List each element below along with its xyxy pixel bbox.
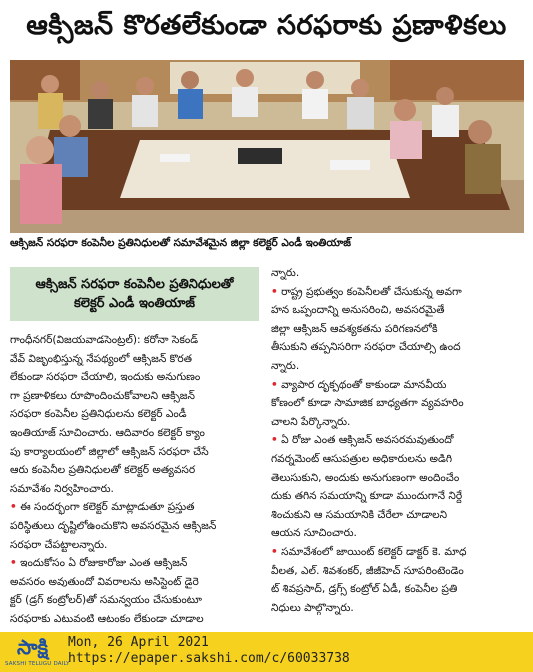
article-line: తీసుకుని తప్పనిసరిగా సరఫరా చేయాల్సి ఉంద xyxy=(271,341,461,354)
logo-wordmark: సాక్షి xyxy=(16,635,49,659)
article-line: • ఏ రోజు ఎంత ఆక్సిజన్ అవసరమవుతుందో xyxy=(271,434,454,447)
bullet-marker: • xyxy=(271,285,278,298)
meeting-photo xyxy=(10,60,524,233)
subhead-line-1: ఆక్సిజన్ సరఫరా కంపెనీల ప్రతినిధులతో xyxy=(35,277,234,292)
bullet-marker: • xyxy=(10,501,17,514)
logo-tagline: SAKSHI TELUGU DAILY xyxy=(5,661,70,667)
article-line: లేకుండా సరఫరా చేయాలి, ఇందుకు అనుగుణం xyxy=(10,371,201,384)
article-line: • సమావేశంలో జాయింట్ కలెక్టర్ డాక్టర్ కె. మాధ xyxy=(271,545,467,558)
article-line: క్టర్ (డ్రగ్ కంట్రోలర్)తో సమన్వయం చేసుకుంటూ xyxy=(10,594,203,607)
article-line: నిధులు పాల్గొన్నారు. xyxy=(271,601,354,614)
bullet-marker: • xyxy=(271,378,278,391)
article-line: ట్ శివప్రసాద్, డ్రగ్స్ కంట్రోల్ ఏడీ, కంపెనీల ప్రతి xyxy=(271,583,458,596)
article-line: సరఫరా చేపట్టాలన్నారు. xyxy=(10,538,108,551)
article-line: దుకు తగిన సమయాన్ని కూడా ముందుగానే నిర్దే xyxy=(271,490,463,503)
bullet-marker: • xyxy=(271,545,278,558)
headline: ఆక్సిజన్ కొరతలేకుండా సరఫరాకు ప్రణాళికలు xyxy=(26,10,507,41)
article-line: ఆరు కంపెనీల ప్రతినిధులతో కలెక్టర్ అత్యవసర xyxy=(10,464,196,477)
article-line: సరఫరాకు ఎటువంటి ఆటంకం లేకుండా చూడాల xyxy=(10,612,204,625)
article-line: సమావేశం నిర్వహించారు. xyxy=(10,482,114,495)
subhead-box xyxy=(10,267,259,321)
article-line: వీలత, ఎల్. శివశంకర్, జీజీహెచ్ సూపరింటెండెం xyxy=(271,564,464,577)
article-line: పరిస్థితులు దృష్టిలోఉంచుకొని అవసరమైన ఆక్సిజన్ xyxy=(10,519,217,532)
article-line: • ఇందుకోసం ఏ రోజుకారోజు ఎంత ఆక్సిజన్ xyxy=(10,557,188,570)
bullet-marker: • xyxy=(271,434,278,447)
article-line: తెలుసుకుని, అందుకు అనుగుణంగా అందించేం xyxy=(271,471,460,484)
article-line: సరఫరా కంపెనీల ప్రతినిధులను కలెక్టర్ ఎండీ xyxy=(10,408,187,421)
article-line: ఆయన సూచించారు. xyxy=(271,527,357,540)
article-line: • రాష్ట్ర ప్రభుత్వం కంపెనీలతో చేసుకున్న అవగా xyxy=(271,285,462,298)
sakshi-logo xyxy=(5,634,70,670)
article-line: ఇంతియాజ్ సూచించారు. ఆదివారం కలెక్టర్ క్యాం xyxy=(10,426,205,439)
article-line: గా ప్రణాళికలు రూపొందించుకోవాలని ఆక్సిజన్ xyxy=(10,389,195,402)
article-line: వేవ్ విజృంభిస్తున్న నేపథ్యంలో ఆక్సిజన్ కొరత xyxy=(10,352,192,365)
article-line: కోణంలో కూడా సామాజిక బాధ్యతగా వ్యవహరిం xyxy=(271,397,464,410)
article-right-column xyxy=(271,264,523,617)
article-line: న్నారు. xyxy=(271,359,300,372)
article-line: శించుకుని ఆ సమయానికి చేరేలా చూడాలని xyxy=(271,508,448,521)
article-line: • ఈ సందర్భంగా కలెక్టర్ మాట్లాడుతూ ప్రస్తుత xyxy=(10,501,195,514)
article-line: గాంధీనగర్(విజయవాడసెంట్రల్): కరోనా సెకండ్ xyxy=(10,334,199,346)
article-line: పు కార్యాలయంలో జిల్లాలో ఆక్సిజన్ సరఫరా చేసే xyxy=(10,445,209,458)
epaper-link[interactable]: https://epaper.sakshi.com/c/60033738 xyxy=(68,651,350,666)
subhead-line-2: కలెక్టర్ ఎండీ ఇంతియాజ్ xyxy=(73,296,196,311)
article-line: గవర్నమెంట్ ఆసుపత్రుల అధికారులను అడిగి xyxy=(271,452,452,465)
edition-date: Mon, 26 April 2021 xyxy=(68,635,209,650)
article-line: • వ్యాపార దృక్పథంతో కాకుండా మానవీయ xyxy=(271,378,447,391)
article-left-column xyxy=(10,331,262,629)
bullet-marker: • xyxy=(10,557,17,570)
article-line: న్నారు. xyxy=(271,267,300,279)
photo-caption: ఆక్సిజన్ సరఫరా కంపెనీల ప్రతినిధులతో సమావేశమైన జిల్లా కలెక్టర్ ఎండీ ఇంతియాజ్ xyxy=(10,237,351,249)
article-line: జిల్లా ఆక్సిజన్ ఆవశ్యకతను పరిగణనలోకి xyxy=(271,322,438,335)
footer-bar xyxy=(0,632,533,672)
article-line: హన ఒప్పందాన్ని అనుసరించి, అవసరమైతే xyxy=(271,304,445,317)
article-line: చాలని పేర్కొన్నారు. xyxy=(271,415,351,428)
article-line: అవసరం అవుతుందో వివరాలను అసిస్టెంట్ డైరె xyxy=(10,575,199,588)
